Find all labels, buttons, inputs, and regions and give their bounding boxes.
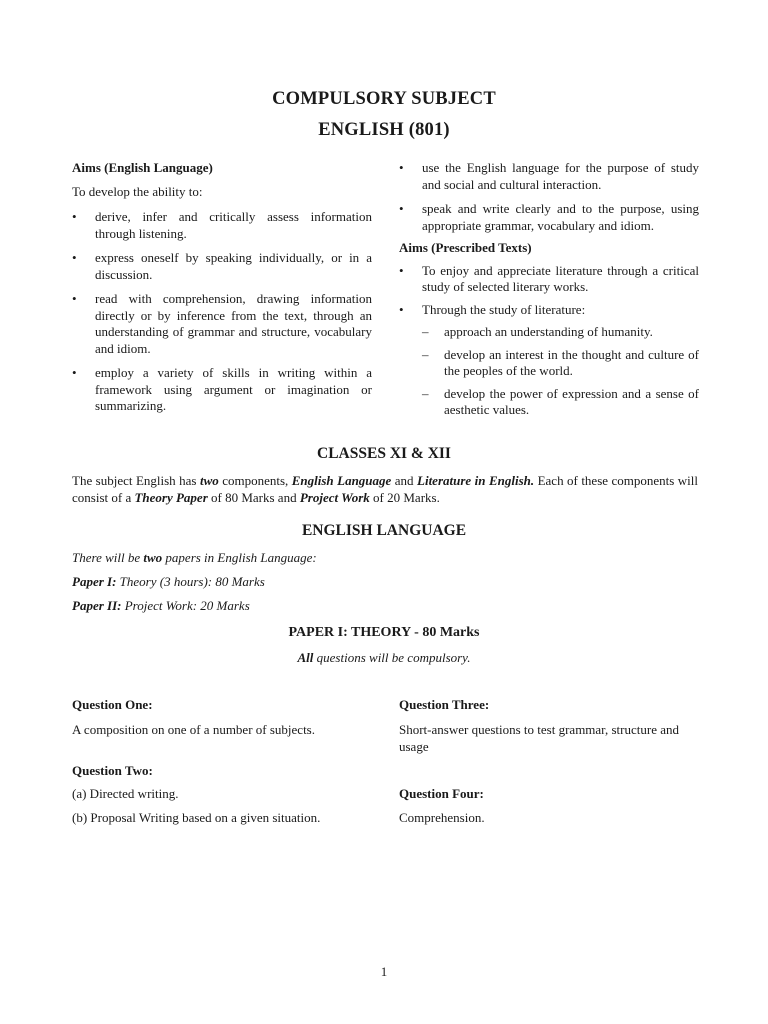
bullet-icon: • xyxy=(399,301,404,317)
page-number: 1 xyxy=(380,964,388,979)
bullet-icon: • xyxy=(72,250,77,265)
list-item: • express oneself by speaking individually, or in a discussion. xyxy=(72,250,372,282)
list-item: • derive, infer and critically assess information through listening. xyxy=(72,209,372,241)
aims-texts-heading: Aims (Prescribed Texts) xyxy=(399,240,532,255)
list-item: – develop an interest in the thought and culture of the peoples of the world. xyxy=(422,346,699,378)
dash-icon: – xyxy=(422,346,429,362)
paper-two-line: Paper II: Project Work: 20 Marks xyxy=(72,598,250,613)
bullet-icon: • xyxy=(399,262,404,278)
aims-texts-column xyxy=(399,160,699,419)
dash-icon: – xyxy=(422,385,429,401)
page-title: COMPULSORY SUBJECT xyxy=(272,89,496,109)
bullet-icon: • xyxy=(72,209,77,224)
aims-language-continued-list xyxy=(399,160,699,234)
list-item: – approach an understanding of humanity. xyxy=(422,324,653,339)
english-language-heading: ENGLISH LANGUAGE xyxy=(301,522,467,539)
bullet-icon: • xyxy=(72,365,77,380)
question-four-text: Comprehension. xyxy=(399,810,485,825)
bullet-icon: • xyxy=(399,201,404,216)
question-one-text: A composition on one of a number of subjects. xyxy=(72,722,315,737)
question-two-label: Question Two: xyxy=(72,763,153,778)
aims-texts-list xyxy=(399,263,699,319)
paper-one-heading: PAPER I: THEORY - 80 Marks xyxy=(288,625,480,640)
list-item: – develop the power of expression and a sense of aesthetic values. xyxy=(422,385,699,417)
aims-language-heading: Aims (English Language) xyxy=(72,160,213,175)
papers-intro: There will be two papers in English Language: xyxy=(72,550,317,565)
bullet-icon: • xyxy=(72,291,77,306)
bullet-icon: • xyxy=(399,160,404,175)
question-four-label: Question Four: xyxy=(399,786,484,801)
question-two-a: (a) Directed writing. xyxy=(72,786,179,801)
question-two-b: (b) Proposal Writing based on a given situation. xyxy=(72,810,321,825)
classes-heading: CLASSES XI & XII xyxy=(317,445,451,462)
aims-texts-sublist xyxy=(399,324,699,419)
question-one-label: Question One: xyxy=(72,697,153,712)
list-item: • read with comprehension, drawing information directly or by inference from the text, through an understanding of grammar and structure, vocabulary and idiom. xyxy=(72,291,372,356)
classes-paragraph: The subject English has two components, English Language and Literature in English. Each of these components will consist of a Theory Paper of 80 Marks and Project Work of 20 Marks. xyxy=(72,473,699,505)
aims-language-column xyxy=(72,160,372,415)
list-item: • Through the study of literature: xyxy=(399,301,586,317)
compulsory-note: All questions will be compulsory. xyxy=(297,650,471,665)
aims-language-intro: To develop the ability to: xyxy=(72,183,203,199)
dash-icon: – xyxy=(422,324,429,339)
list-item: • employ a variety of skills in writing within a framework using argument or imagination or summarizing. xyxy=(72,365,372,413)
aims-language-list xyxy=(72,209,372,415)
question-three-label: Question Three: xyxy=(399,697,490,712)
page-subtitle: ENGLISH (801) xyxy=(318,120,450,140)
list-item: • speak and write clearly and to the purpose, using appropriate grammar, vocabulary and idiom. xyxy=(399,201,699,233)
question-three-text: Short-answer questions to test grammar, structure and usage xyxy=(399,722,679,754)
list-item: • use the English language for the purpose of study and social and cultural interaction. xyxy=(399,160,699,192)
list-item: • To enjoy and appreciate literature through a critical study of selected literary works. xyxy=(399,262,699,294)
paper-one-line: Paper I: Theory (3 hours): 80 Marks xyxy=(72,574,265,589)
